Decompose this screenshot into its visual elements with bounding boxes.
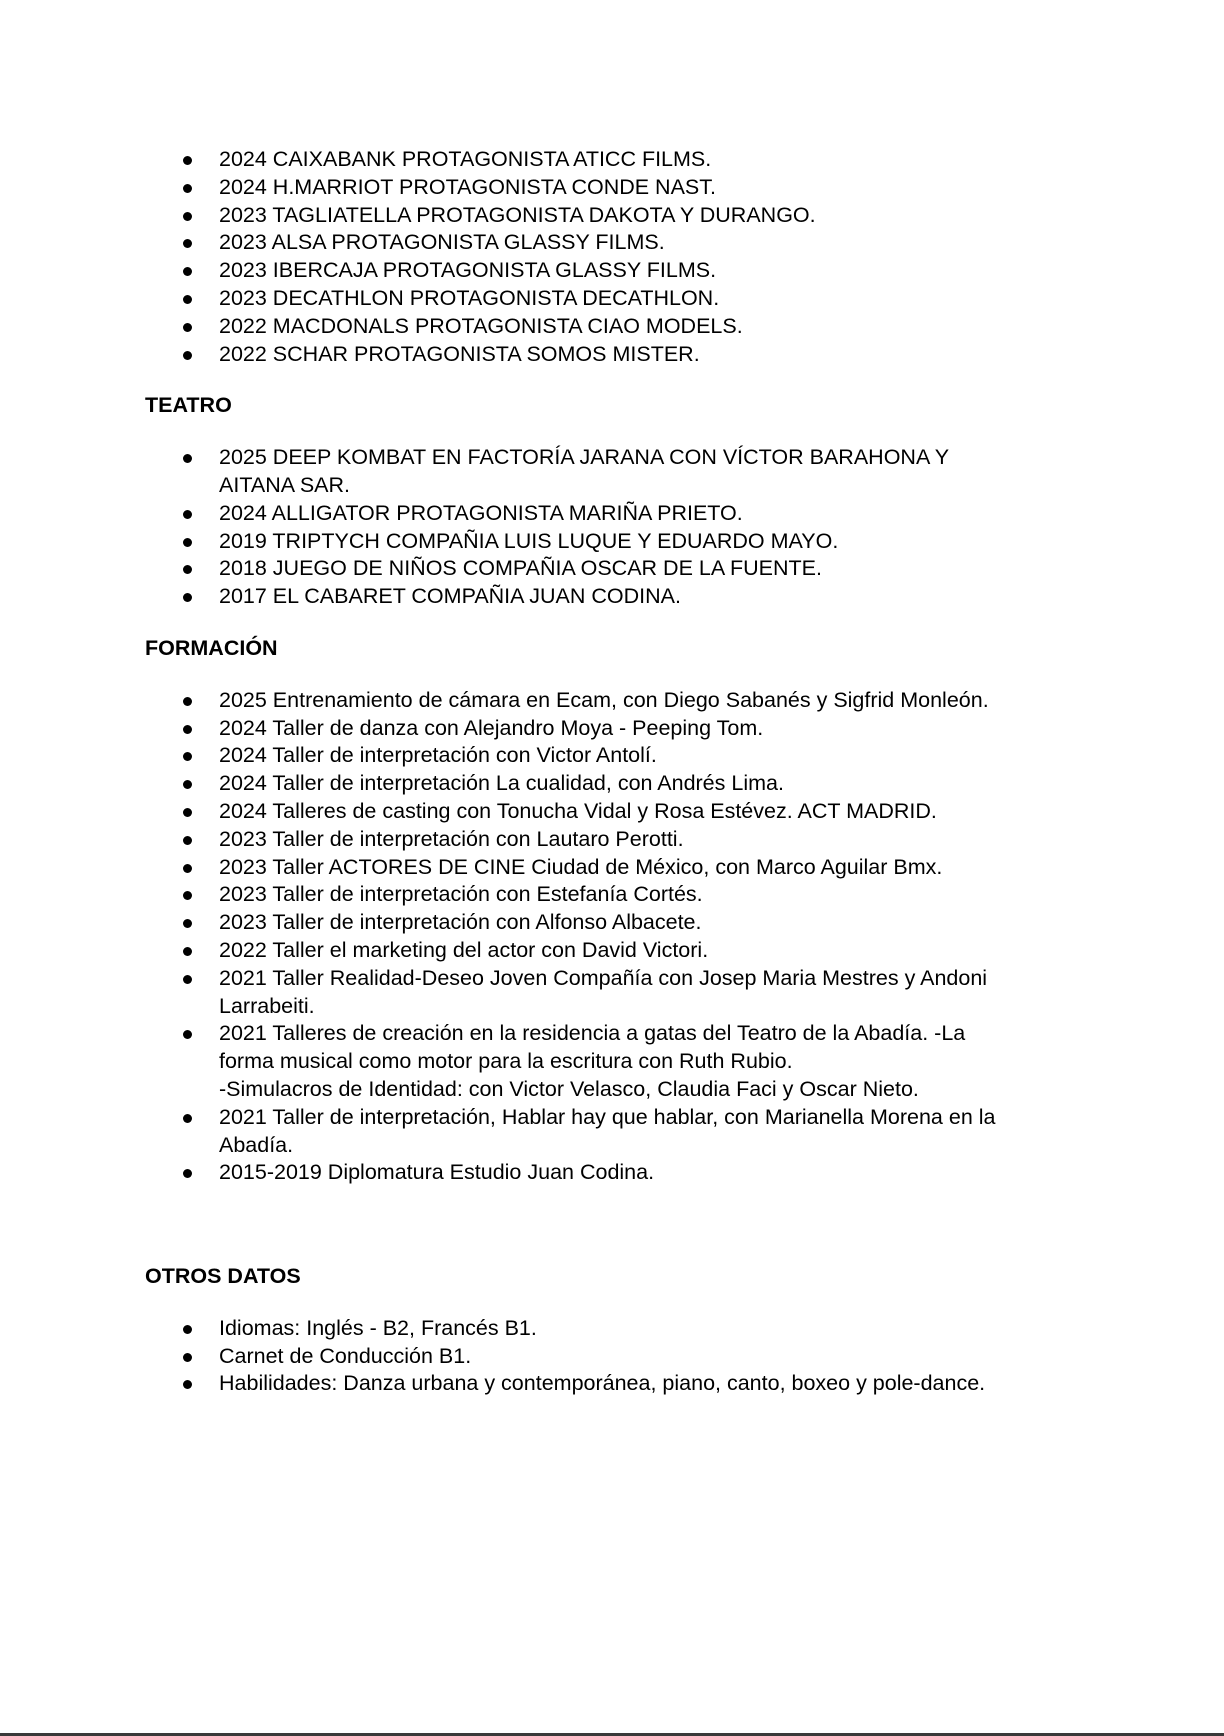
list-item-text: Idiomas: Inglés - B2, Francés B1. xyxy=(219,1315,537,1340)
bullet-icon xyxy=(183,1325,192,1334)
list-item xyxy=(145,202,1065,230)
bullet-icon xyxy=(183,919,192,928)
list-item xyxy=(145,1020,1065,1103)
list-item-text: 2023 Taller ACTORES DE CINE Ciudad de México, con Marco Aguilar Bmx. xyxy=(219,854,943,879)
document-content xyxy=(145,146,1065,1398)
list-item xyxy=(145,826,1065,854)
bullet-icon xyxy=(183,323,192,332)
bullet-icon xyxy=(183,697,192,706)
list-item xyxy=(145,313,1065,341)
list-item-text: 2019 TRIPTYCH COMPAÑIA LUIS LUQUE Y EDUARDO MAYO. xyxy=(219,528,839,553)
bullet-icon xyxy=(183,1114,192,1123)
bullet-icon xyxy=(183,295,192,304)
list-item-text: 2025 DEEP KOMBAT EN FACTORÍA JARANA CON VÍCTOR BARAHONA Y xyxy=(219,445,950,470)
list-item xyxy=(145,1159,1065,1187)
list-item-text: 2024 Taller de interpretación La cualidad, con Andrés Lima. xyxy=(219,771,784,796)
list-item-text: AITANA SAR. xyxy=(219,472,351,497)
list-item xyxy=(145,341,1065,369)
list-item-text: 2022 SCHAR PROTAGONISTA SOMOS MISTER. xyxy=(219,341,700,366)
list-item xyxy=(145,229,1065,257)
list-item-text: 2018 JUEGO DE NIÑOS COMPAÑIA OSCAR DE LA FUENTE. xyxy=(219,556,822,581)
formacion-list xyxy=(145,687,1065,1187)
list-item xyxy=(145,285,1065,313)
list-item-text: 2022 Taller el marketing del actor con David Victori. xyxy=(219,937,709,962)
list-item-text: 2024 ALLIGATOR PROTAGONISTA MARIÑA PRIETO. xyxy=(219,500,743,525)
section-heading-formacion: FORMACIÓN xyxy=(145,635,278,660)
list-item xyxy=(145,583,1065,611)
bullet-icon xyxy=(183,454,192,463)
bullet-icon xyxy=(183,538,192,547)
list-item xyxy=(145,965,1065,1021)
list-item-text: 2024 H.MARRIOT PROTAGONISTA CONDE NAST. xyxy=(219,174,716,199)
list-item xyxy=(145,444,1065,500)
bullet-icon xyxy=(183,864,192,873)
bullet-icon xyxy=(183,184,192,193)
bullet-icon xyxy=(183,780,192,789)
bullet-icon xyxy=(183,510,192,519)
bullet-icon xyxy=(183,1030,192,1039)
list-item-text: -Simulacros de Identidad: con Victor Velasco, Claudia Faci y Oscar Nieto. xyxy=(219,1076,919,1101)
list-item xyxy=(145,742,1065,770)
list-item xyxy=(145,798,1065,826)
list-item xyxy=(145,715,1065,743)
list-item-text: 2024 Taller de interpretación con Victor Antolí. xyxy=(219,743,657,768)
bullet-icon xyxy=(183,156,192,165)
list-item-text: 2021 Talleres de creación en la residencia a gatas del Teatro de la Abadía. -La xyxy=(219,1021,966,1046)
bullet-icon xyxy=(183,1353,192,1362)
advertising-list xyxy=(145,146,1065,368)
list-item xyxy=(145,146,1065,174)
list-item xyxy=(145,1104,1065,1160)
list-item xyxy=(145,909,1065,937)
list-item-text: 2023 Taller de interpretación con Alfonso Albacete. xyxy=(219,910,702,935)
list-item-text: Larrabeiti. xyxy=(219,993,315,1018)
bullet-icon xyxy=(183,891,192,900)
list-item xyxy=(145,881,1065,909)
list-item-text: 2022 MACDONALS PROTAGONISTA CIAO MODELS. xyxy=(219,313,743,338)
bullet-icon xyxy=(183,593,192,602)
otros-datos-list xyxy=(145,1315,1065,1398)
list-item-text: 2023 Taller de interpretación con Estefanía Cortés. xyxy=(219,882,703,907)
list-item-text: 2023 Taller de interpretación con Lautaro Perotti. xyxy=(219,826,684,851)
section-heading-otros-datos: OTROS DATOS xyxy=(145,1264,301,1289)
teatro-list xyxy=(145,444,1065,611)
list-item-text: forma musical como motor para la escritura con Ruth Rubio. xyxy=(219,1049,793,1074)
bullet-icon xyxy=(183,752,192,761)
list-item-text: 2017 EL CABARET COMPAÑIA JUAN CODINA. xyxy=(219,584,681,609)
bullet-icon xyxy=(183,808,192,817)
list-item xyxy=(145,687,1065,715)
bullet-icon xyxy=(183,975,192,984)
list-item xyxy=(145,937,1065,965)
list-item-text: 2021 Taller de interpretación, Hablar hay que hablar, con Marianella Morena en la xyxy=(219,1104,996,1129)
bullet-icon xyxy=(183,212,192,221)
bullet-icon xyxy=(183,351,192,360)
list-item-text: 2024 CAIXABANK PROTAGONISTA ATICC FILMS. xyxy=(219,147,712,171)
list-item-text: Habilidades: Danza urbana y contemporánea, piano, canto, boxeo y pole-dance. xyxy=(219,1371,986,1396)
bullet-icon xyxy=(183,565,192,574)
list-item-text: 2023 ALSA PROTAGONISTA GLASSY FILMS. xyxy=(219,230,665,255)
list-item xyxy=(145,1343,1065,1371)
list-item xyxy=(145,500,1065,528)
list-item-text: Carnet de Conducción B1. xyxy=(219,1343,472,1368)
bullet-icon xyxy=(183,1169,192,1178)
list-item-text: 2023 TAGLIATELLA PROTAGONISTA DAKOTA Y DURANGO. xyxy=(219,202,816,227)
list-item-text: 2024 Talleres de casting con Tonucha Vidal y Rosa Estévez. ACT MADRID. xyxy=(219,798,937,823)
list-item xyxy=(145,257,1065,285)
bullet-icon xyxy=(183,239,192,248)
list-item-text: 2015-2019 Diplomatura Estudio Juan Codina. xyxy=(219,1160,655,1185)
list-item-text: 2023 DECATHLON PROTAGONISTA DECATHLON. xyxy=(219,285,720,310)
list-item-text: Abadía. xyxy=(219,1132,294,1157)
list-item xyxy=(145,1315,1065,1343)
list-item xyxy=(145,555,1065,583)
list-item-text: 2023 IBERCAJA PROTAGONISTA GLASSY FILMS. xyxy=(219,258,717,283)
list-item xyxy=(145,770,1065,798)
bullet-icon xyxy=(183,725,192,734)
list-item xyxy=(145,1370,1065,1398)
list-item xyxy=(145,854,1065,882)
section-heading-teatro: TEATRO xyxy=(145,393,232,418)
list-item-text: 2021 Taller Realidad-Deseo Joven Compañía con Josep Maria Mestres y Andoni xyxy=(219,965,988,990)
bullet-icon xyxy=(183,836,192,845)
bullet-icon xyxy=(183,947,192,956)
list-item xyxy=(145,174,1065,202)
bullet-icon xyxy=(183,1380,192,1389)
list-item-text: 2024 Taller de danza con Alejandro Moya - Peeping Tom. xyxy=(219,715,764,740)
list-item-text: 2025 Entrenamiento de cámara en Ecam, con Diego Sabanés y Sigfrid Monleón. xyxy=(219,687,989,712)
bullet-icon xyxy=(183,267,192,276)
list-item xyxy=(145,528,1065,556)
